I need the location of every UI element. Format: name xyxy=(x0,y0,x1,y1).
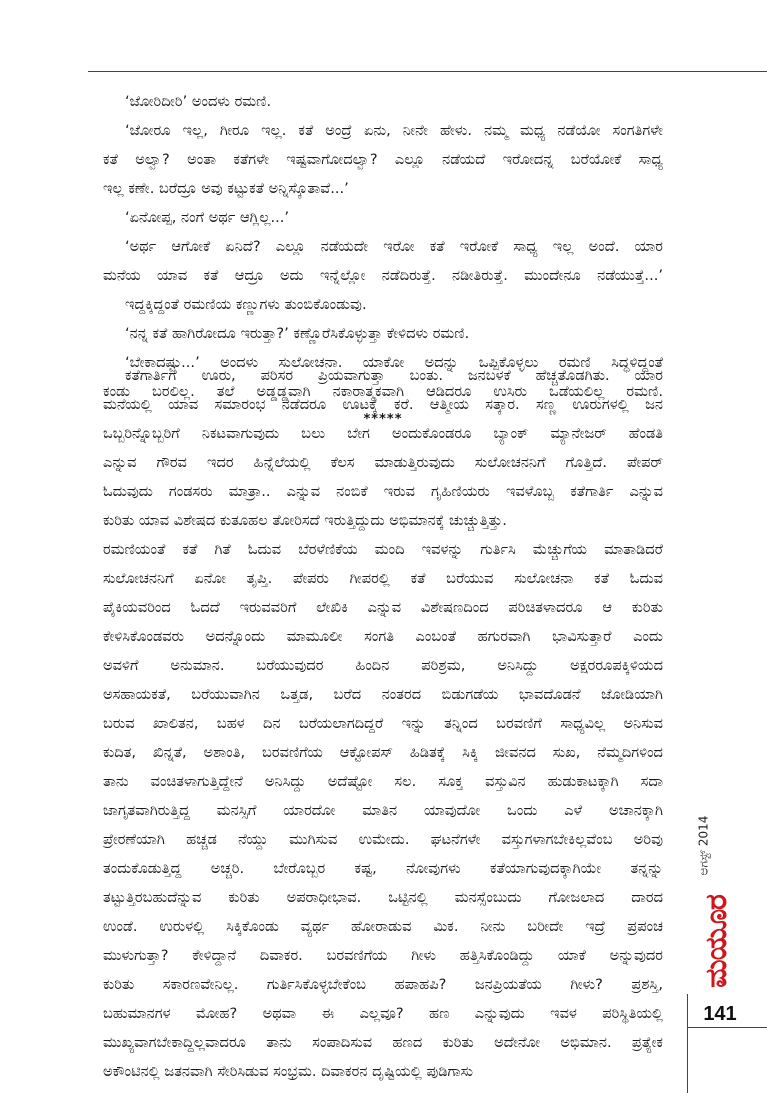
bottom-rule xyxy=(688,1027,767,1028)
text-line: ತಟ್ಟುತ್ತಿರಬಹುದೆನ್ನುವ ಕುರಿತು ಅಪರಾಧೀಭಾವ. ಒಟ್ಟಿನಲ್ಲಿ ಮನಸ್ಸೆಂಬುದು ಗೋಜಲಾದ ದಾರದ xyxy=(103,889,663,906)
text-line: ಕುರಿತು ಸಕಾರಣವೇನಿಲ್ಲ. ಗುರ್ತಿಸಿಕೊಳ್ಳಬೇಕೆಂಬ ಹಪಾಹಪಿ? ಜನಪ್ರಿಯತೆಯ ಗೀಳು? ಪ್ರಶಸ್ತಿ, xyxy=(103,976,663,993)
text-line: ಮನೆಯ ಯಾವ ಕತೆ ಆದ್ರೂ ಅದು ಇನ್ನೆಲ್ಲೋ ನಡೆದಿರುತ್ತೆ. ನಡೀತಿರುತ್ತೆ. ಮುಂದೇನೂ ನಡೆಯುತ್ತೆ...’ xyxy=(103,267,663,284)
text-line: ಮುಳುಗುತ್ತಾ? ಕೇಳಿದ್ದಾನೆ ದಿವಾಕರ. ಬರವಣಿಗೆಯ ಗೀಳು ಹತ್ತಿಸಿಕೊಂಡಿದ್ದು ಯಾಕೆ ಅನ್ನುವುದರ xyxy=(103,947,663,964)
text-line: ಮನೆಯಲ್ಲಿ ಯಾವ ಸಮಾರಂಭ ನಡೆದರೂ ಊಟಕ್ಕೆ ಕರೆ. ಆತ್ಮೀಯ ಸತ್ಕಾರ. ಸಣ್ಣ ಊರುಗಳಲ್ಲಿ ಜನ xyxy=(103,396,663,413)
text-line: ‘ಜೋರೂ ಇಲ್ಲ, ಗೀರೂ ಇಲ್ಲ. ಕತೆ ಅಂದ್ರೆ ಏನು, ನೀನೇ ಹೇಳು. ನಮ್ಮ ಮಧ್ಯ ನಡೆಯೋ ಸಂಗತಿಗಳೇ xyxy=(125,122,663,139)
page-number: 141 xyxy=(703,1003,737,1025)
text-line: ಜಾಗೃತವಾಗಿರುತ್ತಿದ್ದ ಮನಸ್ಸಿಗೆ ಯಾರದೋ ಮಾತಿನ ಯಾವುದೋ ಒಂದು ಎಳೆ ಅಚಾನಕ್ಕಾಗಿ xyxy=(103,802,663,819)
text-line: ರಮಣಿಯಂತೆ ಕತೆ ಗಿತೆ ಓದುವ ಬೆರಳೆಣಿಕೆಯ ಮಂದಿ ಇವಳನ್ನು ಗುರ್ತಿಸಿ ಮೆಚ್ಚುಗೆಯ ಮಾತಾಡಿದರೆ xyxy=(103,541,663,558)
text-line: ‘ಜೋರಿದೀರಿ’ ಅಂದಳು ರಮಣಿ. xyxy=(125,93,272,110)
text-line: ತಂದುಕೊಡುತ್ತಿದ್ದ ಅಚ್ಚರಿ. ಬೇರೊಬ್ಬರ ಕಷ್ಟ, ನೋವುಗಳು ಕತೆಯಾಗುವುದಕ್ಕಾಗಿಯೇ ತನ್ನನ್ನು xyxy=(103,860,663,877)
text-line: ಬರುವ ಖಾಲಿತನ, ಬಹಳ ದಿನ ಬರೆಯಲಾಗದಿದ್ದರೆ ಇನ್ನು ತನ್ನಿಂದ ಬರವಣಿಗೆ ಸಾಧ್ಯವಿಲ್ಲ ಅನಿಸುವ xyxy=(103,715,663,732)
section-separator: ***** xyxy=(363,412,403,427)
text-line: ಕತೆಗಾರ್ತಿಗೆ ಊರು, ಪರಿಸರ ಪ್ರಿಯವಾಗುತ್ತಾ ಬಂತು. ಜನಬಳಕೆ ಹೆಚ್ಚತೊಡಗಿತು. ಯಾರ xyxy=(125,367,663,384)
text-line: ಇದ್ದಕ್ಕಿದ್ದಂತೆ ರಮಣಿಯ ಕಣ್ಣುಗಳು ತುಂಬಿಕೊಂಡುವು. xyxy=(125,296,367,313)
text-line: ಸುಲೋಚನನಿಗೆ ಏನೋ ತೃಪ್ತಿ. ಪೇಪರು ಗೀಪರಲ್ಲಿ ಕತೆ ಬರೆಯುವ ಸುಲೋಚನಾ ಕತೆ ಓದುವ xyxy=(103,570,663,587)
text-line: ಕುರಿತು ಯಾವ ವಿಶೇಷದ ಕುತೂಹಲ ತೋರಿಸದೆ ಇರುತ್ತಿದ್ದುದು ಅಭಿಮಾನಕ್ಕೆ ಚುಚ್ಚುತ್ತಿತ್ತು. xyxy=(103,512,507,529)
masthead xyxy=(687,896,745,986)
issue-date-text: ಆಗಸ್ಟ್ 2014 xyxy=(696,815,711,875)
text-line: ಪೈಕಿಯವರಿಂದ ಓದದೆ ಇರುವವರಿಗೆ ಲೇಖಿಕಿ ಎನ್ನುವ ವಿಶೇಷಣದಿಂದ ಪರಿಚಿತಳಾದರೂ ಆ ಕುರಿತು xyxy=(103,599,663,616)
text-line: ಕತೆ ಅಲ್ವಾ? ಅಂತಾ ಕತೆಗಳೇ ಇಷ್ಟವಾಗೋದಲ್ವಾ? ಎಲ್ಲೂ ನಡೆಯದೆ ಇರೋದನ್ನ ಬರೆಯೋಕೆ ಸಾಧ್ಯ xyxy=(103,151,663,168)
text-line: ಒಬ್ಬರಿನ್ನೊಬ್ಬರಿಗೆ ನಿಕಟವಾಗುವುದು ಬಲು ಬೇಗ ಅಂದುಕೊಂಡರೂ ಬ್ಯಾಂಕ್ ಮ್ಯಾನೇಜರ್ ಹೆಂಡತಿ xyxy=(103,425,663,442)
text-line: ಅವಳಿಗೆ ಅನುಮಾನ. ಬರೆಯುವುದರ ಹಿಂದಿನ ಪರಿಶ್ರಮ, ಅನಿಸಿದ್ದು ಅಕ್ಷರರೂಪಕ್ಕಿಳಿಯದ xyxy=(103,657,663,674)
text-line: ‘ಬೇಕಾದಷ್ಟು...’ ಅಂದಳು ಸುಲೋಚನಾ. ಯಾಕೋ ಅದನ್ನು ಒಪ್ಪಿಕೊಳ್ಳಲು ರಮಣಿ ಸಿದ್ಧಳಿದ್ದಂತೆ xyxy=(125,354,663,371)
text-line: ಓದುವುದು ಗಂಡಸರು ಮಾತ್ರಾ.. ಎನ್ನುವ ನಂಬಿಕೆ ಇರುವ ಗೃಹಿಣಿಯರು ಇವಳೊಬ್ಬ ಕತೆಗಾರ್ತಿ ಎನ್ನುವ xyxy=(103,483,663,500)
text-line: ಪ್ರೇರಣೆಯಾಗಿ ಹಚ್ಚಡ ನೆಯ್ದು ಮುಗಿಸುವ ಉಮೇದು. ಘಟನೆಗಳೇ ವಸ್ತುಗಳಾಗಬೇಕಿಲ್ಲವೆಂಬ ಅರಿವು xyxy=(103,831,663,848)
magazine-logo: ಮಯೂರ xyxy=(698,894,734,988)
text-line: ಇಲ್ಲ ಕಣೇ. ಬರೆದ್ರೂ ಅವು ಕಟ್ಟುಕತೆ ಅನ್ನಿಸ್ಕೊತಾವೆ...’ xyxy=(103,180,349,197)
narrative-section xyxy=(103,361,663,1086)
text-line: ‘ಅರ್ಥ ಆಗೋಕೆ ಏನಿದೆ? ಎಲ್ಲೂ ನಡೆಯದೇ ಇರೋ ಕತೆ ಇರೋಕೆ ಸಾಧ್ಯ ಇಲ್ಲ ಅಂದೆ. ಯಾರ xyxy=(125,238,663,255)
text-line: ಅಸಹಾಯಕತೆ, ಬರೆಯುವಾಗಿನ ಒತ್ತಡ, ಬರೆದ ನಂತರದ ಬಿಡುಗಡೆಯ ಭಾವದೊಡನೆ ಜೋಡಿಯಾಗಿ xyxy=(103,686,663,703)
text-line: ತಾನು ವಂಚಿತಳಾಗುತ್ತಿದ್ದೇನೆ ಅನಿಸಿದ್ದು ಅದೆಷ್ಟೋ ಸಲ. ಸೂಕ್ತ ವಸ್ತುವಿನ ಹುಡುಕಾಟಕ್ಕಾಗಿ ಸದಾ xyxy=(103,773,663,790)
text-line: ಮುಖ್ಯವಾಗಬೇಕಾದ್ದಿಲ್ಲವಾದರೂ ತಾನು ಸಂಪಾದಿಸುವ ಹಣದ ಕುರಿತು ಅದೇನೋ ಅಭಿಮಾನ. ಪ್ರತ್ಯೇಕ xyxy=(103,1034,663,1051)
text-line: ಎನ್ನುವ ಗೌರವ ಇದರ ಹಿನ್ನೆಲೆಯಲ್ಲಿ ಕೆಲಸ ಮಾಡುತ್ತಿರುವುದು ಸುಲೋಚನನಿಗೆ ಗೊತ್ತಿದೆ. ಪೇಪರ್ xyxy=(103,454,663,471)
text-line: ‘ಏನೋಪ್ಪ, ನಂಗೆ ಅರ್ಥ ಆಗ್ಲಿಲ್ಲ...’ xyxy=(125,209,290,226)
side-rule xyxy=(687,994,688,1093)
text-line: ಕೇಳಿಸಿಕೊಂಡವರು ಅದನ್ನೊಂದು ಮಾಮೂಲೀ ಸಂಗತಿ ಎಂಬಂತೆ ಹಗುರವಾಗಿ ಭಾವಿಸುತ್ತಾರೆ ಎಂದು xyxy=(103,628,663,645)
issue-date xyxy=(682,795,726,895)
text-line: ಅಕೌಂಟಿನಲ್ಲಿ ಜತನವಾಗಿ ಸೇರಿಸಿಡುವ ಸಂಭ್ರಮ. ದಿವಾಕರನ ದೃಷ್ಟಿಯಲ್ಲಿ ಪುಡಿಗಾಸು xyxy=(103,1063,473,1080)
text-line: ಬಹುಮಾನಗಳ ಮೋಹ? ಅಥವಾ ಈ ಎಲ್ಲವೂ? ಹಣ ಎನ್ನುವುದು ಇವಳ ಪರಿಸ್ಥಿತಿಯಲ್ಲಿ xyxy=(103,1005,663,1022)
text-line: ಉಂಡೆ. ಉರುಳಲ್ಲಿ ಸಿಕ್ಕಿಕೊಂಡು ವ್ಯರ್ಥ ಹೋರಾಡುವ ಮಿಕ. ನೀನು ಬರೀದೇ ಇದ್ರೆ ಪ್ರಪಂಚ xyxy=(103,918,663,935)
text-line: ಕುದಿತ, ಖಿನ್ನತೆ, ಅಶಾಂತಿ, ಬರವಣಿಗೆಯ ಆಕ್ಟೋಪಸ್ ಹಿಡಿತಕ್ಕೆ ಸಿಕ್ಕಿ ಜೀವನದ ಸುಖ, ನೆಮ್ಮದಿಗಳಿಂದ xyxy=(103,744,663,761)
top-rule xyxy=(88,71,767,72)
text-line: ‘ನನ್ನ ಕತೆ ಹಾಗಿರೋದೂ ಇರುತ್ತಾ?’ ಕಣ್ಣೊರೆಸಿಕೊಳ್ಳುತ್ತಾ ಕೇಳಿದಳು ರಮಣಿ. xyxy=(125,325,470,342)
text-line: ಕಂಡು ಬರಲಿಲ್ಲ. ತಲೆ ಅಡ್ಡಡ್ಡವಾಗಿ ನಕಾರಾತ್ಮಕವಾಗಿ ಆಡಿದರೂ ಉಸಿರು ಒಡೆಯಲಿಲ್ಲ ರಮಣಿ. xyxy=(103,383,663,400)
